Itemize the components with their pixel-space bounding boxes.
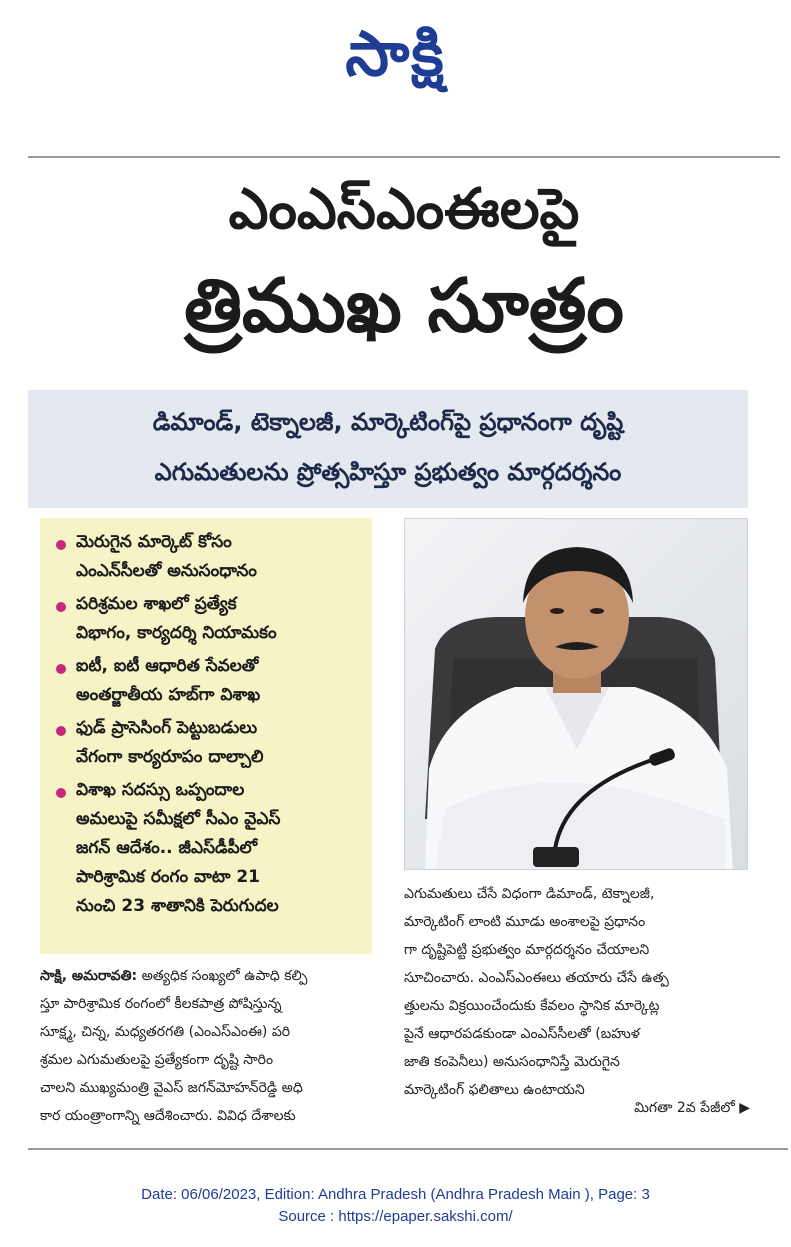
divider xyxy=(28,1148,788,1150)
footer-edition-info: Date: 06/06/2023, Edition: Andhra Pradesh (Andhra Pradesh Main ), Page: 3 xyxy=(141,1186,650,1203)
highlights-box xyxy=(40,518,372,954)
continued-label: మిగతా 2వ పేజీలో xyxy=(634,1100,735,1116)
highlight-text: ఐటీ, ఐటీ ఆధారిత సేవలతో xyxy=(76,656,259,676)
divider xyxy=(28,156,780,158)
person-photo-icon xyxy=(405,519,748,870)
body-line: మార్కెటింగ్ ఫలితాలు ఉంటాయని xyxy=(404,1082,585,1098)
footer-source-link[interactable]: Source : https://epaper.sakshi.com/ xyxy=(278,1208,513,1225)
body-text: అత్యధిక సంఖ్యలో ఉపాధి కల్పి xyxy=(137,968,308,984)
body-line: త్తులను విక్రయించేందుకు కేవలం స్థానిక మార్కెట్ల xyxy=(404,998,660,1014)
body-line: సూక్ష్మ, చిన్న, మధ్యతరగతి (ఎంఎస్ఎంఈ) పరి xyxy=(40,1024,291,1040)
bullet-icon xyxy=(56,602,66,612)
bullet-icon xyxy=(56,726,66,736)
bullet-icon xyxy=(56,788,66,798)
article-body-left xyxy=(40,962,374,1130)
masthead-logo: సాక్షి xyxy=(345,17,446,90)
body-line: మార్కెటింగ్ లాంటి మూడు అంశాలపై ప్రధానం xyxy=(404,914,646,930)
headline-line-2: త్రిముఖ సూత్రం xyxy=(184,263,624,349)
person-photo xyxy=(404,518,748,870)
dateline: సాక్షి, అమరావతి: xyxy=(40,968,138,984)
body-line: పైనే ఆధారపడకుండా ఎంఎస్‌సీలతో (బహుళ xyxy=(404,1026,640,1042)
highlight-text: వేగంగా కార్యరూపం దాల్చాలి xyxy=(76,747,264,767)
highlight-text: విభాగం, కార్యదర్శి నియామకం xyxy=(76,623,277,643)
body-line xyxy=(40,962,374,990)
body-line: ఎగుమతులు చేసే విధంగా డిమాండ్, టెక్నాలజీ, xyxy=(404,886,655,902)
body-line: జాతి కంపెనీలు) అనుసంధానిస్తే మెరుగైన xyxy=(404,1054,620,1070)
body-line: శ్రమల ఎగుమతులపై ప్రత్యేకంగా దృష్టి సారిం xyxy=(40,1052,274,1068)
highlight-text: పరిశ్రమల శాఖలో ప్రత్యేక xyxy=(76,594,237,614)
body-line: గా దృష్టిపెట్టి ప్రభుత్వం మార్గదర్శనం చేయాలని xyxy=(404,942,650,958)
triangle-right-icon: ▶ xyxy=(739,1100,750,1116)
body-line: సూచించారు. ఎంఎస్ఎంఈలు తయారు చేసే ఉత్ప xyxy=(404,970,669,986)
highlight-text: ఎంఎన్‌సీలతో అనుసంధానం xyxy=(76,561,257,581)
headline-line-1: ఎంఎస్‌ఎంఈలపై xyxy=(228,177,580,242)
bullet-icon xyxy=(56,664,66,674)
body-line: స్తూ పారిశ్రామిక రంగంలో కీలకపాత్ర పోషిస్తున్న xyxy=(40,996,282,1012)
highlight-text: అంతర్జాతీయ హబ్‌గా విశాఖ xyxy=(76,685,261,705)
highlight-text: నుంచి 23 శాతానికి పెరుగుదల xyxy=(76,896,279,916)
highlight-text: విశాఖ సదస్సు ఒప్పందాల xyxy=(76,780,245,800)
deck-line-2: ఎగుమతులను ప్రోత్సహిస్తూ ప్రభుత్వం మార్గదర్శనం xyxy=(154,458,622,486)
body-line: కార యంత్రాంగాన్ని ఆదేశించారు. వివిధ దేశాలకు xyxy=(40,1108,296,1124)
highlight-text: జగన్ ఆదేశం.. జీఎస్‌డీపీలో xyxy=(76,838,258,858)
deck xyxy=(28,390,748,508)
highlight-text: పారిశ్రామిక రంగం వాటా 21 xyxy=(76,867,260,887)
highlight-text: ఫుడ్ ప్రాసెసింగ్ పెట్టుబడులు xyxy=(76,718,258,738)
highlight-text: అమలుపై సమీక్షలో సీఎం వైఎస్ xyxy=(76,809,281,829)
body-line: చాలని ముఖ్యమంత్రి వైఎస్ జగన్‌మోహన్‌రెడ్డి అధి xyxy=(40,1080,303,1096)
highlight-text: మెరుగైన మార్కెట్ కోసం xyxy=(76,532,232,552)
continued-on-page-link[interactable] xyxy=(590,1100,750,1119)
article-body-right xyxy=(404,880,748,1104)
bullet-icon xyxy=(56,540,66,550)
deck-line-1: డిమాండ్, టెక్నాలజీ, మార్కెటింగ్‌పై ప్రధానంగా దృష్టి xyxy=(152,408,624,436)
